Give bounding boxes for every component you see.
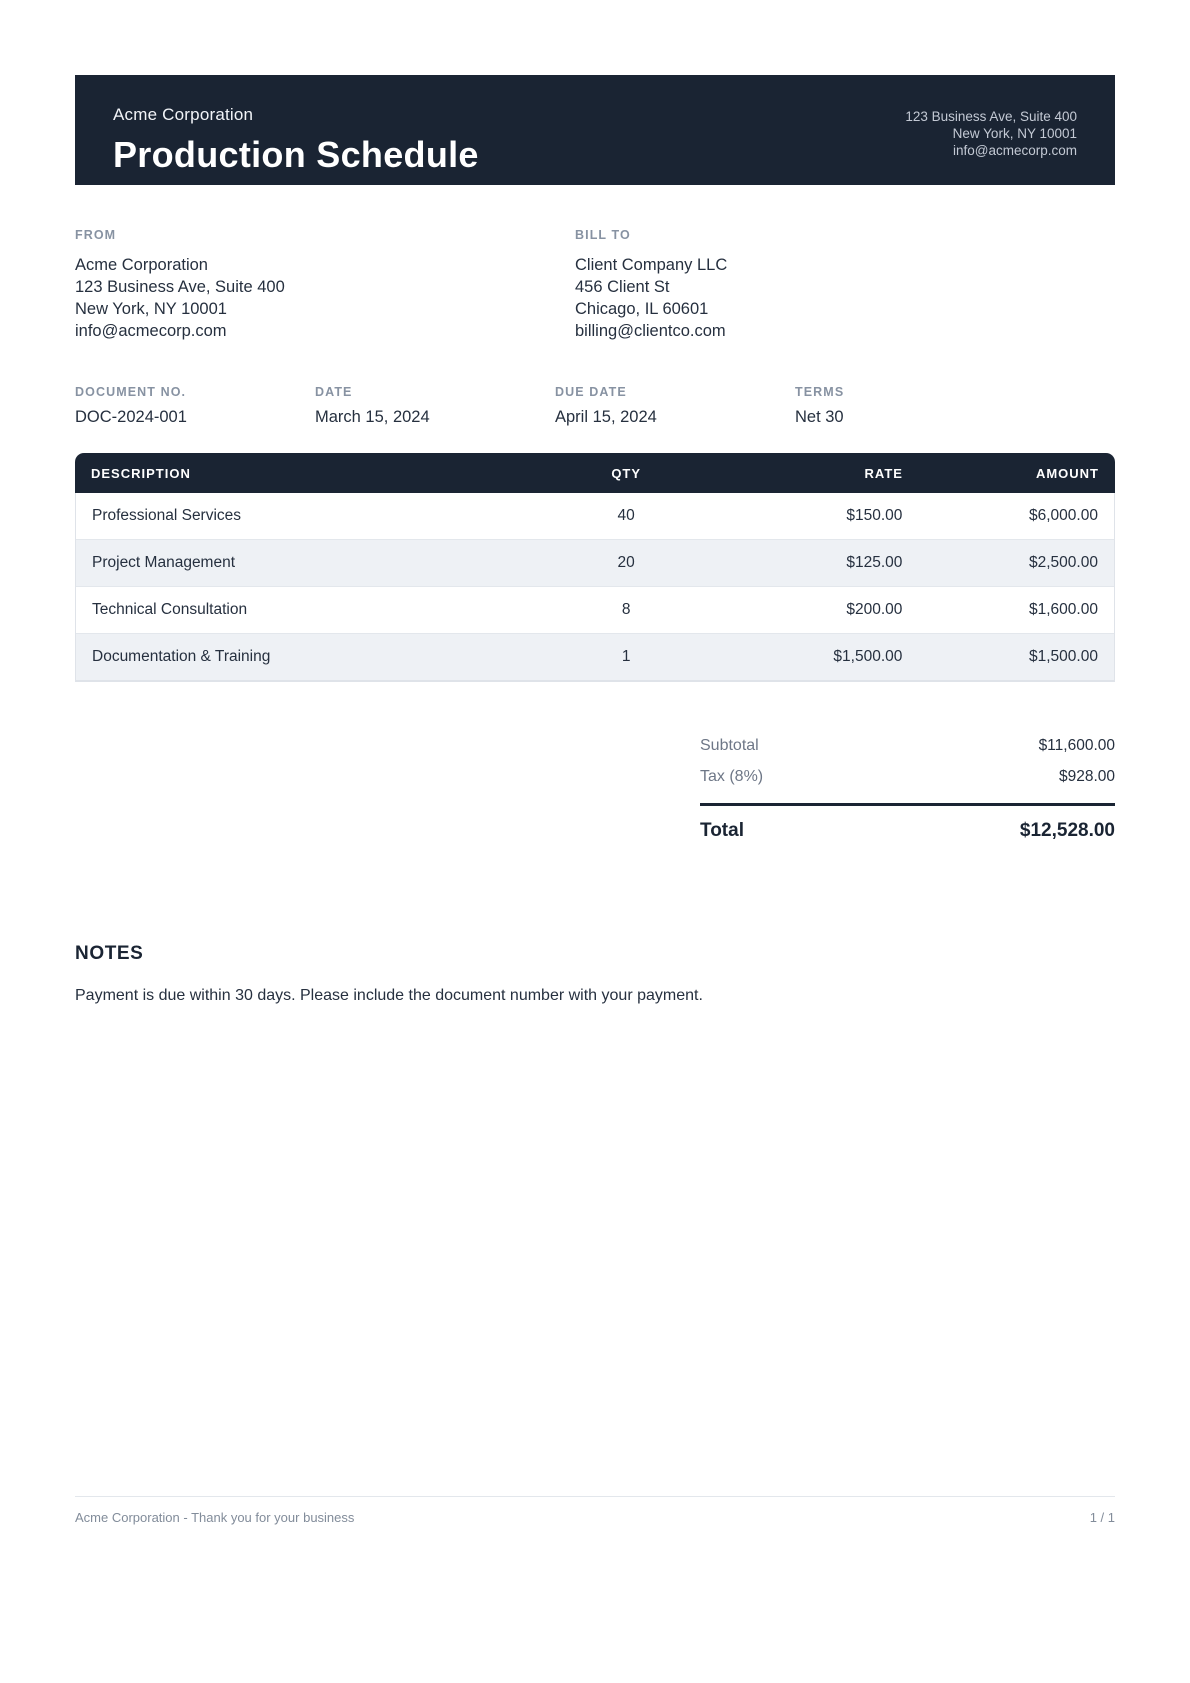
bill-to-line: Chicago, IL 60601: [575, 300, 709, 318]
meta-value: March 15, 2024: [315, 408, 430, 426]
header-address-line: New York, NY 10001: [952, 126, 1077, 141]
header-banner: [75, 75, 1115, 185]
totals-section: [700, 737, 1115, 842]
cell-rate: $1,500.00: [833, 648, 903, 665]
column-header-amount: AMOUNT: [1035, 465, 1099, 481]
table-header-row: [75, 453, 1115, 493]
page-number: 1 / 1: [1089, 1510, 1115, 1525]
header-address: [905, 105, 1077, 159]
header-left: [113, 105, 479, 176]
cell-description: Professional Services: [92, 507, 242, 524]
subtotal-row: [700, 737, 1115, 755]
header-address-line: info@acmecorp.com: [953, 143, 1077, 158]
table-row: [76, 493, 1114, 540]
bill-to-line: Client Company LLC: [575, 256, 728, 274]
cell-qty: 40: [617, 507, 635, 524]
cell-amount: $1,500.00: [1029, 648, 1098, 665]
total-label: Total: [700, 820, 744, 841]
meta-label: DATE: [315, 385, 353, 399]
footer-message: Acme Corporation - Thank you for your business: [75, 1510, 355, 1525]
tax-row: [700, 768, 1115, 786]
page-footer: [75, 1496, 1115, 1525]
cell-description: Project Management: [92, 554, 236, 571]
meta-section: [75, 385, 1035, 427]
cell-qty: 8: [621, 601, 631, 618]
cell-description: Technical Consultation: [92, 601, 248, 618]
from-line: 123 Business Ave, Suite 400: [75, 278, 285, 296]
meta-label: DUE DATE: [555, 385, 627, 399]
cell-rate: $200.00: [846, 601, 903, 618]
cell-qty: 20: [617, 554, 635, 571]
notes-section: [75, 943, 1115, 1007]
table-row: [76, 634, 1114, 681]
subtotal-value: $11,600.00: [1038, 737, 1115, 754]
column-header-qty: QTY: [611, 465, 642, 481]
grand-total-row: [700, 806, 1115, 842]
bill-to-block: [575, 228, 1075, 342]
table-row: [76, 540, 1114, 587]
from-line: info@acmecorp.com: [75, 322, 227, 340]
meta-field-terms: [795, 385, 1035, 427]
meta-label: DOCUMENT NO.: [75, 385, 187, 399]
tax-value: $928.00: [1058, 768, 1115, 785]
cell-amount: $1,600.00: [1029, 601, 1098, 618]
meta-value: DOC-2024-001: [75, 408, 187, 426]
cell-qty: 1: [621, 648, 631, 665]
from-block: [75, 228, 575, 342]
from-line: Acme Corporation: [75, 256, 208, 274]
cell-rate: $150.00: [846, 507, 903, 524]
subtotal-label: Subtotal: [700, 737, 759, 754]
cell-rate: $125.00: [846, 554, 903, 571]
table-body: [75, 493, 1115, 682]
column-header-rate: RATE: [864, 465, 903, 481]
meta-field-document-no: [75, 385, 315, 427]
cell-amount: $2,500.00: [1029, 554, 1098, 571]
bill-to-label: BILL TO: [575, 228, 631, 242]
meta-field-date: [315, 385, 555, 427]
meta-field-due-date: [555, 385, 795, 427]
parties-section: [75, 228, 1075, 342]
table-row: [76, 587, 1114, 634]
meta-value: Net 30: [795, 408, 844, 426]
meta-label: TERMS: [795, 385, 845, 399]
column-header-description: DESCRIPTION: [91, 465, 191, 481]
notes-body: Payment is due within 30 days. Please include the document number with your payment.: [75, 987, 703, 1004]
cell-description: Documentation & Training: [92, 648, 271, 665]
line-items-table: [75, 453, 1115, 682]
bill-to-line: billing@clientco.com: [575, 322, 726, 340]
total-value: $12,528.00: [1019, 820, 1115, 841]
meta-value: April 15, 2024: [555, 408, 657, 426]
cell-amount: $6,000.00: [1029, 507, 1098, 524]
bill-to-line: 456 Client St: [575, 278, 670, 296]
notes-heading: NOTES: [75, 943, 144, 964]
company-name: Acme Corporation: [113, 105, 254, 124]
tax-label: Tax (8%): [700, 768, 764, 785]
from-line: New York, NY 10001: [75, 300, 227, 318]
header-address-line: 123 Business Ave, Suite 400: [905, 109, 1077, 124]
from-label: FROM: [75, 228, 117, 242]
document-title: Production Schedule: [113, 134, 479, 175]
